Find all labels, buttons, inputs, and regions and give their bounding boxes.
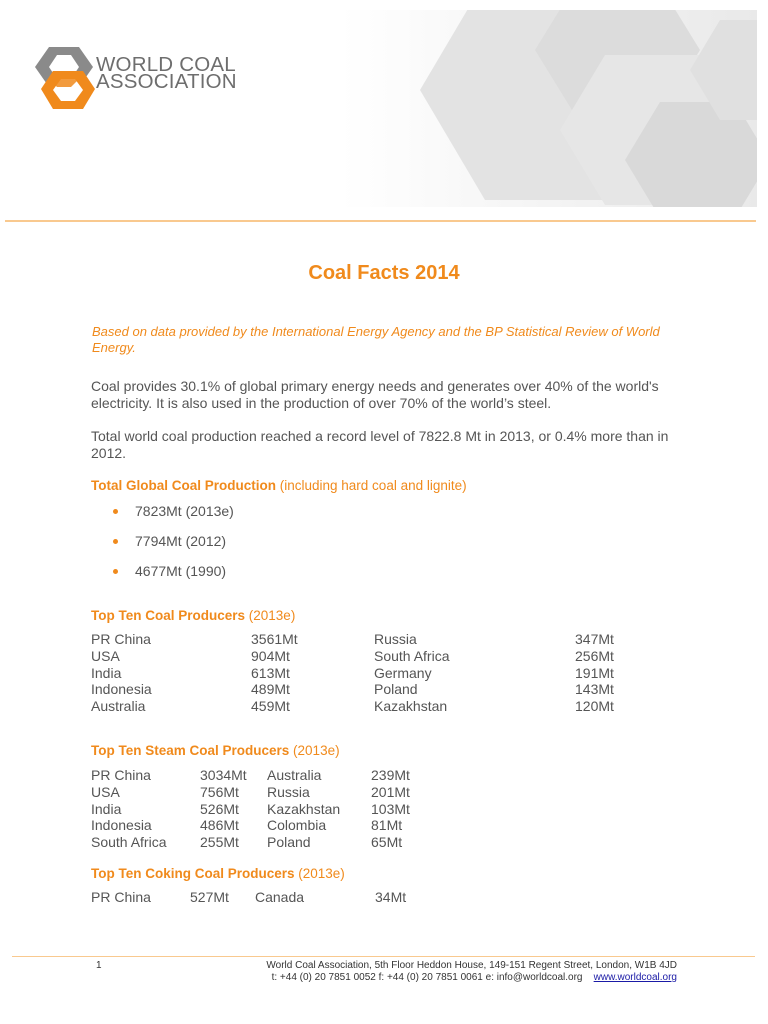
header-divider	[5, 220, 756, 222]
heading-coking-producers-sub: (2013e)	[294, 866, 345, 881]
heading-global-production-sub: (including hard coal and lignite)	[276, 478, 467, 493]
footer-divider	[12, 956, 755, 957]
value-cell: 489Mt	[251, 681, 290, 698]
country-cell: Australia	[267, 767, 322, 783]
list-item-text: 7823Mt (2013e)	[135, 503, 234, 519]
logo-line1: WORLD COAL	[96, 53, 236, 76]
heading-steam-producers	[91, 743, 340, 758]
country-cell: USA	[91, 647, 120, 664]
country-cell: South Africa	[374, 647, 450, 664]
bullet-icon	[113, 569, 118, 574]
footer-phone-email: t: +44 (0) 20 7851 0052 f: +44 (0) 20 7851 0061 e: info@worldcoal.org	[271, 972, 583, 983]
value-cell: 486Mt	[200, 817, 239, 834]
footer-contact-line	[266, 972, 677, 984]
value-cell: 3034Mt	[200, 767, 247, 783]
heading-steam-producers-sub: (2013e)	[289, 743, 340, 758]
logo-hexagon-icon	[35, 45, 95, 111]
logo-line2: ASSOCIATION	[96, 70, 237, 93]
country-cell: Kazakhstan	[374, 698, 448, 715]
heading-global-production	[91, 478, 467, 493]
world-coal-logo	[35, 45, 95, 111]
value-cell: 81Mt	[371, 817, 403, 834]
country-cell: Russia	[267, 783, 310, 800]
logo-wordmark	[96, 53, 237, 93]
heading-coking-producers	[91, 866, 345, 881]
country-cell: India	[91, 664, 122, 681]
steam-producers-table	[91, 767, 451, 851]
bullet-icon	[113, 509, 118, 514]
country-cell: Germany	[374, 664, 432, 681]
value-cell: 201Mt	[371, 783, 410, 800]
heading-steam-producers-title: Top Ten Steam Coal Producers	[91, 743, 290, 758]
country-cell: Colombia	[267, 817, 327, 834]
website-link[interactable]: www.worldcoal.org	[593, 972, 677, 983]
intro-note: Based on data provided by the International Energy Agency and the BP Statistical Review of World Energy.	[92, 324, 660, 355]
heading-top-producers-title: Top Ten Coal Producers	[91, 608, 246, 623]
heading-coking-producers-title: Top Ten Coking Coal Producers	[91, 866, 295, 881]
heading-top-producers	[91, 608, 295, 623]
footer-address: World Coal Association, 5th Floor Heddon House, 149-151 Regent Street, London, W1B 4JD	[266, 960, 677, 971]
heading-top-producers-sub: (2013e)	[245, 608, 296, 623]
value-cell: 143Mt	[575, 681, 614, 698]
value-cell: 613Mt	[251, 664, 290, 681]
country-cell: South Africa	[91, 834, 167, 851]
hexagon-background	[0, 10, 757, 207]
country-cell: PR China	[91, 631, 151, 647]
value-cell: 120Mt	[575, 698, 614, 715]
country-cell: Canada	[255, 889, 305, 905]
value-cell: 65Mt	[371, 834, 403, 851]
value-cell: 191Mt	[575, 664, 614, 681]
value-cell: 255Mt	[200, 834, 239, 851]
country-cell: Poland	[267, 834, 311, 851]
list-item-text: 7794Mt (2012)	[135, 533, 227, 549]
country-cell: PR China	[91, 889, 151, 905]
page-title: Coal Facts 2014	[308, 262, 460, 284]
country-cell: Kazakhstan	[267, 800, 341, 817]
value-cell: 526Mt	[200, 800, 239, 817]
country-cell: PR China	[91, 767, 151, 783]
value-cell: 3561Mt	[251, 631, 298, 647]
value-cell: 256Mt	[575, 647, 614, 664]
value-cell: 756Mt	[200, 783, 239, 800]
value-cell: 904Mt	[251, 647, 290, 664]
paragraph-production: Total world coal production reached a record level of 7822.8 Mt in 2013, or 0.4% more than in 2012.	[91, 428, 669, 461]
country-cell: Russia	[374, 631, 417, 647]
country-cell: Indonesia	[91, 681, 152, 698]
value-cell: 459Mt	[251, 698, 290, 715]
paragraph-coal-share: Coal provides 30.1% of global primary energy needs and generates over 40% of the world's electricity. It is also used in the production of over 70% of the world’s steel.	[91, 378, 659, 411]
country-cell: Australia	[91, 698, 146, 715]
page-number: 1	[96, 960, 102, 971]
country-cell: Indonesia	[91, 817, 152, 834]
value-cell: 103Mt	[371, 800, 410, 817]
value-cell: 347Mt	[575, 631, 614, 647]
country-cell: India	[91, 800, 122, 817]
list-item-text: 4677Mt (1990)	[135, 563, 227, 579]
heading-global-production-title: Total Global Coal Production	[91, 478, 276, 493]
footer-contact	[266, 960, 677, 984]
top-producers-table	[91, 631, 651, 715]
value-cell: 34Mt	[375, 889, 407, 905]
coking-producers-table	[91, 889, 431, 909]
value-cell: 239Mt	[371, 767, 410, 783]
country-cell: USA	[91, 783, 120, 800]
header-banner	[0, 10, 757, 207]
bullet-icon	[113, 539, 118, 544]
country-cell: Poland	[374, 681, 418, 698]
value-cell: 527Mt	[190, 889, 229, 905]
